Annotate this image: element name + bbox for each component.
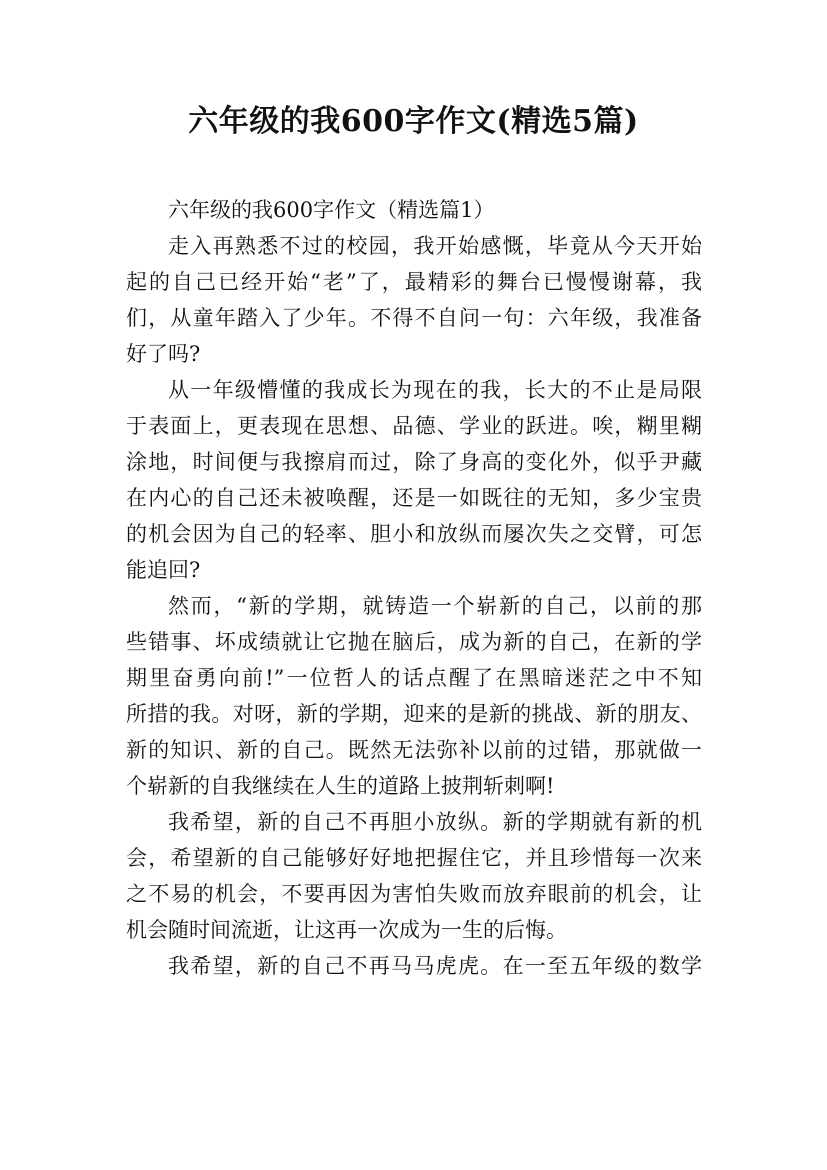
text-line: 好了吗? [126, 342, 201, 366]
document-body [126, 192, 702, 984]
text-line: 之不易的机会，不要再因为害怕失败而放弃眼前的机会，让 [126, 882, 702, 906]
text-line: 会，希望新的自己能够好好地把握住它，并且珍惜每一次来 [126, 846, 702, 870]
text-line: 从一年级懵懂的我成长为现在的我，长大的不止是局限 [168, 378, 702, 402]
text-line: 涂地，时间便与我擦肩而过，除了身高的变化外，似乎尹藏 [126, 450, 702, 474]
text-line: 个崭新的自我继续在人生的道路上披荆斩刺啊! [126, 774, 555, 798]
text-line: 于表面上，更表现在思想、品德、学业的跃进。唉，糊里糊 [126, 414, 702, 438]
text-line: 的机会因为自己的轻率、胆小和放纵而屡次失之交臂，可怎 [126, 522, 702, 546]
text-line: 我希望，新的自己不再马马虎虎。在一至五年级的数学 [168, 954, 702, 978]
text-line: 我希望，新的自己不再胆小放纵。新的学期就有新的机 [168, 810, 702, 834]
paragraph-2 [126, 372, 702, 588]
text-line: 能追回? [126, 558, 201, 582]
text-line: 些错事、坏成绩就让它抛在脑后，成为新的自己，在新的学 [126, 630, 702, 654]
text-line: 们，从童年踏入了少年。不得不自问一句：六年级，我准备 [126, 306, 702, 330]
paragraph-1 [126, 228, 702, 372]
document-title: 六年级的我600字作文(精选5篇) [188, 104, 639, 139]
paragraph-3 [126, 588, 702, 804]
text-line: 所措的我。对呀，新的学期，迎来的是新的挑战、新的朋友、 [126, 702, 702, 726]
text-line: 期里奋勇向前!”一位哲人的话点醒了在黑暗迷茫之中不知 [126, 666, 702, 690]
text-line: 在内心的自己还未被唤醒，还是一如既往的无知，多少宝贵 [126, 486, 702, 510]
text-line: 走入再熟悉不过的校园，我开始感慨，毕竟从今天开始 [168, 234, 702, 258]
paragraph-4 [126, 804, 702, 948]
section-heading: 六年级的我600字作文（精选篇1） [168, 198, 495, 222]
paragraph-5 [126, 948, 702, 984]
text-line: 然而，“新的学期，就铸造一个崭新的自己，以前的那 [168, 594, 702, 618]
text-line: 机会随时间流逝，让这再一次成为一生的后悔。 [126, 918, 567, 942]
text-line: 新的知识、新的自己。既然无法弥补以前的过错，那就做一 [126, 738, 702, 762]
text-line: 起的自己已经开始“老”了，最精彩的舞台已慢慢谢幕，我 [126, 270, 702, 294]
